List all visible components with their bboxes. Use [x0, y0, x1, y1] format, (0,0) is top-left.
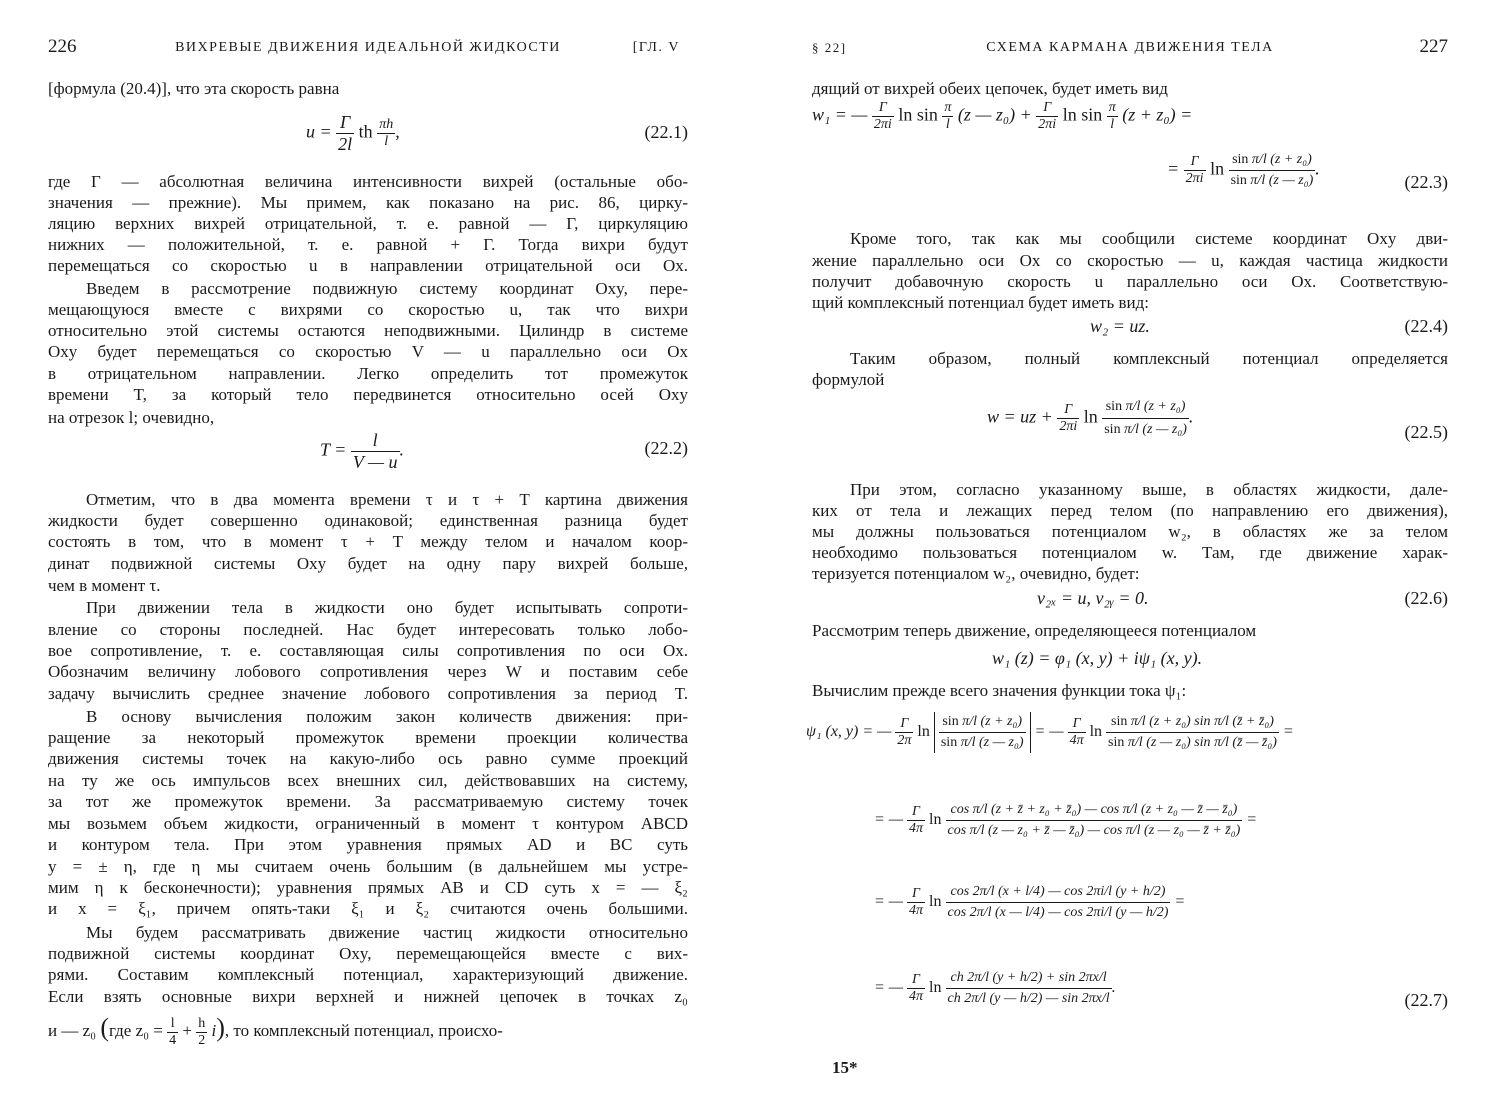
text-line: и x = ξ₁, причем опять-таки ξ₁ и ξ₂ считаются очень большими. — [48, 899, 688, 918]
text-line: и контуром тела. При этом уравнения прямых AD и BC суть — [48, 835, 688, 854]
equation-22-2: T = $\frac{l}{V — u}$ . (22.2) — [320, 430, 688, 472]
text-line: мещающуюся вместе с вихрями со скоростью u, так что вихри — [48, 300, 688, 319]
text-line: перемещаться со скоростью u в направлении отрицательной оси Ox. — [48, 256, 688, 275]
text-line: получит добавочную скорость u параллельно оси Ox. Соответствую- — [812, 272, 1448, 291]
equation-number: (22.3) — [1404, 172, 1448, 192]
right-running-head — [812, 38, 1448, 66]
text-line: Введем в рассмотрение подвижную систему координат Oxy, пере- — [86, 279, 688, 298]
text-line: на отрезок l; очевидно, — [48, 408, 215, 427]
equation-number: (22.4) — [1404, 316, 1448, 336]
equation-number: (22.5) — [1404, 422, 1448, 442]
text-line: динат подвижной системы Oxy будет на одну пару вихрей больше, — [48, 554, 688, 573]
text-line: жение параллельно оси Ox со скоростью — u, каждая частица жидкости — [812, 251, 1448, 270]
equation-number: (22.1) — [644, 122, 688, 142]
text-line: Обозначим величину лобового сопротивления через W и поставим себе — [48, 662, 688, 681]
text-line: Кроме того, так как мы сообщили системе координат Oxy дви- — [850, 229, 1448, 248]
text-line: подвижной системы координат Oxy, перемещающейся вместе с вих- — [48, 944, 688, 963]
text-line: нижних — положительной, т. е. равной + Г. Тогда вихри будут — [48, 235, 688, 254]
text-line: формулой — [812, 370, 885, 389]
text-line: Oxy будет перемещаться со скоростью V — u параллельно оси Ox — [48, 342, 688, 361]
text-line: в отрицательном направлении. Легко определить тот промежуток — [48, 364, 688, 383]
section-label: § 22] — [812, 40, 847, 55]
text-line: Если взять основные вихри верхней и нижней цепочек в точках z₀ — [48, 987, 688, 1006]
text-line: ляцию верхних вихрей отрицательной, т. е. равной — Г, циркуляцию — [48, 214, 688, 233]
left-running-head — [48, 38, 688, 66]
page-number-right: 227 — [1419, 36, 1448, 57]
text-line: Отметим, что в два момента времени τ и τ + T картина движения — [86, 490, 688, 509]
equation-22-5: w = uz + Г 2πi ln $\frac{\text{sin π/l (z + z₀)}}{\text{sin π/l (z — z₀)}}$ . (22.5) — [812, 396, 1448, 466]
text-line: Таким образом, полный комплексный потенциал определяется — [850, 349, 1448, 368]
page-number-left: 226 — [48, 36, 77, 57]
text-line: мим η к бесконечности); уравнения прямых AB и CD суть x = — ξ₂ — [48, 878, 688, 897]
text-line: мы должны пользоваться потенциалом w₂, в областях же за телом — [812, 522, 1448, 541]
text-line: [формула (20.4)], что эта скорость равна — [48, 79, 340, 98]
equation-22-7: ψ₁ (x, y) = — Г 2π ln $\frac{\text{sin π/l (z + z₀)}}{\text{sin π/l (z — z₀)}}$ = — Г 4π ln $\frac{\text{sin π/l (z + z₀) sin π/l (z̄ + z̄₀)}}{\text{sin π/l (z — z₀) sin π/l (z̄ — z̄₀)}}$ = = — Г 4π ln $\frac{\text{cos π/l (z + z̄ + z₀ + z̄₀) — cos π/l (z + z₀ — z̄ — z̄₀)}}{\text{cos π/l (z — z₀ + z̄ — z̄₀) — cos π/l (z — z₀ — z̄ + z̄₀)}}$ = = — Г 4π ln $\frac{\cos 2\pi/l (x + l/4) — \cos 2\pi i/l (y + h/2)}{\cos 2\pi/l (x — l/4) — \cos 2\pi i/l (y — h/2)}$ = = — Г 4π ln $\frac{ch 2\pi/l (y + h/2) + \sin 2\pi x/l}{ch 2\pi/l (y — h/2) — \sin 2\pi x/l}$ . (22.7) — [806, 714, 1448, 1010]
equation-number: (22.7) — [1404, 990, 1448, 1010]
equation-22-6: v₂ₓ = u, v₂ᵧ = 0. (22.6) — [1037, 588, 1448, 608]
text-line: вое сопротивление, т. е. составляющая силы сопротивления по оси Ox. — [48, 641, 688, 660]
text-line: на ту же ось импульсов всех внешних сил, действовавших на систему, — [48, 771, 688, 790]
text-line: дящий от вихрей обеих цепочек, будет иметь вид — [812, 79, 1168, 98]
text-line: рями. Составим комплексный потенциал, характеризующий движение. — [48, 965, 688, 984]
text-line: y = ± η, где η мы считаем очень большим (в дальнейшем мы устре- — [48, 857, 688, 876]
equation-number: (22.6) — [1404, 588, 1448, 608]
text-line: щий комплексный потенциал будет иметь вид: — [812, 293, 1149, 312]
text-line: теризуется потенциалом w₂, очевидно, будет: — [812, 564, 1140, 583]
text-line: задачу вычислить среднее значение лобового сопротивления за период T. — [48, 684, 688, 703]
text-line: относительно этой системы остаются неподвижными. Цилиндр в системе — [48, 321, 688, 340]
text-line: жидкости будет совершенно одинаковой; единственная разница будет — [48, 511, 688, 530]
text-line: необходимо пользоваться потенциалом w. Там, где движение харак- — [812, 543, 1448, 562]
running-title-left: ВИХРЕВЫЕ ДВИЖЕНИЯ ИДЕАЛЬНОЙ ЖИДКОСТИ — [175, 40, 561, 55]
text-line: ращение за некоторый промежуток времени проекции количества — [48, 728, 688, 747]
signature-mark: 15* — [832, 1058, 858, 1077]
text-line: за тот же промежуток времени. За рассматриваемую систему точек — [48, 792, 688, 811]
text-line: вление со стороны последней. Нас будет интересовать только лобо- — [48, 620, 688, 639]
text-line: мы возьмем объем жидкости, ограниченный в момент τ контуром ABCD — [48, 814, 688, 833]
running-title-right: СХЕМА КАРМАНА ДВИЖЕНИЯ ТЕЛА — [986, 40, 1274, 55]
text-line: При движении тела в жидкости оно будет испытывать сопроти- — [86, 598, 688, 617]
equation-w1: w₁ (z) = φ₁ (x, y) + iψ₁ (x, y). — [992, 648, 1203, 668]
text-line-with-formula: и — z₀ (где z₀ = $\frac{l}{4}$ + $\frac{h}{2}$ i), то комплексный потенциал, происхо- — [48, 1013, 503, 1048]
equation-number: (22.2) — [644, 438, 688, 458]
equation-22-4: w₂ = uz. (22.4) — [1090, 316, 1448, 336]
text-line: Мы будем рассматривать движение частиц жидкости относительно — [86, 923, 688, 942]
text-line: Рассмотрим теперь движение, определяющееся потенциалом — [812, 621, 1257, 640]
equation-22-3: w₁ = — Г 2πi ln sin $\frac{\pi}{l}$ (z — z₀) + Г 2πi ln sin $\frac{\pi}{l}$ (z + z₀) = = Г 2πi ln $\frac{\text{sin π/l (z + z₀)}}{\text{sin π/l (z — z₀)}}$ . (22.3) — [812, 100, 1448, 192]
text-line: Вычислим прежде всего значения функции тока ψ₁: — [812, 681, 1187, 700]
text-line: значения — прежние). Мы примем, как показано на рис. 86, цирку- — [48, 193, 688, 212]
text-line: где Г — абсолютная величина интенсивности вихрей (остальные обо- — [48, 172, 688, 191]
right-page — [806, 0, 1448, 1098]
text-line: В основу вычисления положим закон количеств движения: при- — [86, 707, 688, 726]
text-line: состоять в том, что в момент τ + T между телом и началом коор- — [48, 532, 688, 551]
text-line: движения системы точек на какую-либо ось равно сумме проекций — [48, 749, 688, 768]
chapter-label: [ГЛ. V — [632, 40, 680, 55]
text-line: При этом, согласно указанному выше, в областях жидкости, дале- — [850, 480, 1448, 499]
text-line: времени T, за который тело передвинется относительно осей Oxy — [48, 385, 688, 404]
text-line: ких от тела и лежащих перед телом (по направлению его движения), — [812, 501, 1448, 520]
text-line: чем в момент τ. — [48, 576, 161, 595]
left-page — [48, 0, 688, 1098]
equation-22-1: u = Г 2l th $\frac{\pi h}{l}$ , (22.1) — [306, 112, 688, 154]
